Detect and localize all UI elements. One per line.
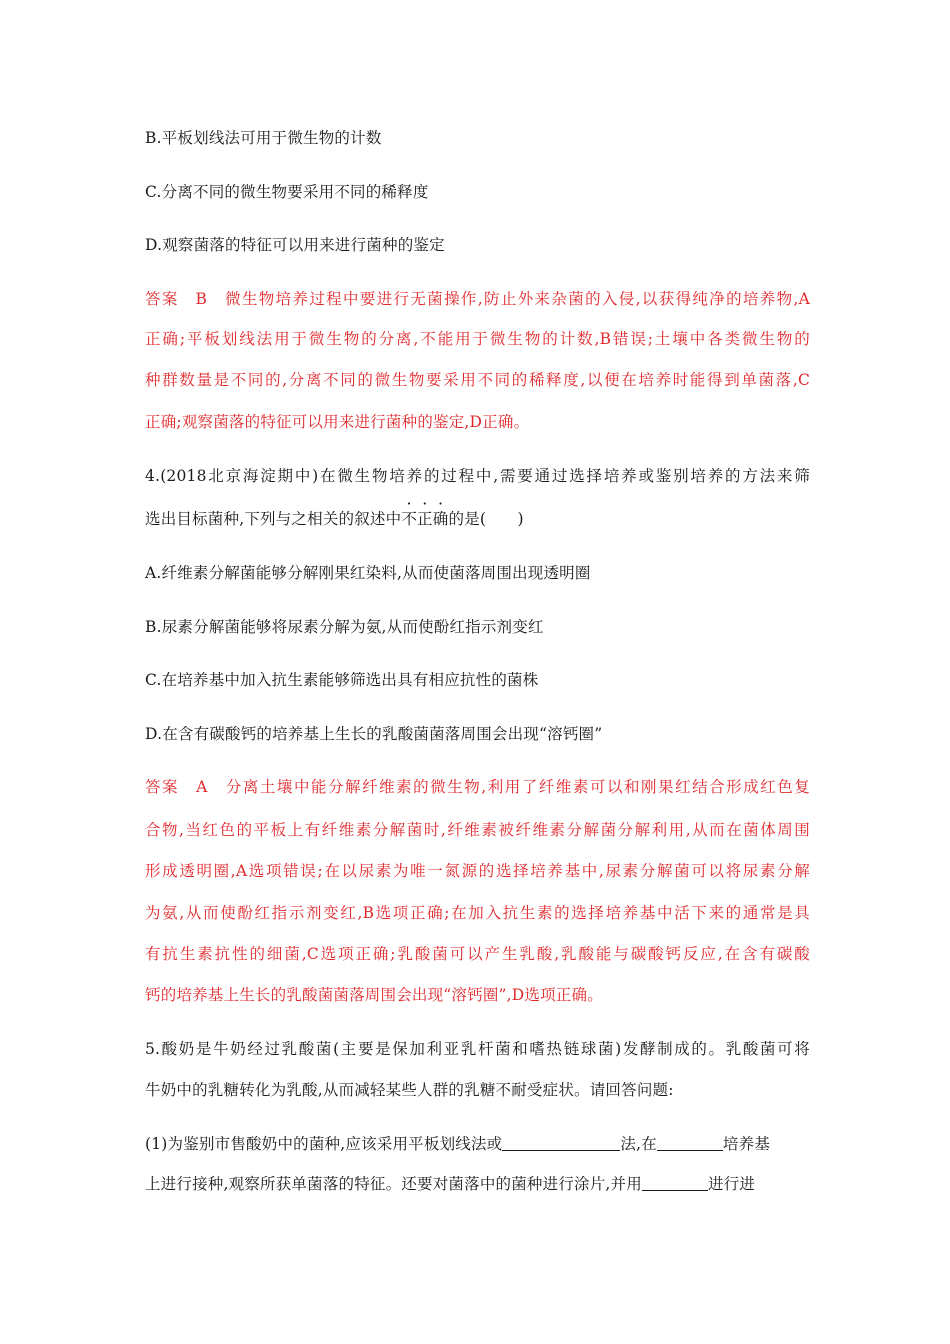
q5-text: (1)为鉴别市售酸奶中的菌种,应该采用平板划线法或: [145, 1135, 503, 1153]
emphasis-char: 正: [417, 510, 433, 528]
q5-text: 进行进: [707, 1175, 756, 1193]
q3-answer-line: 正确;观察菌落的特征可以用来进行菌种的鉴定,D正确。: [145, 413, 530, 431]
q4-stem-text: 的是( ): [448, 510, 524, 528]
answer-blank[interactable]: [642, 1174, 708, 1191]
q3-option-b: B.平板划线法可用于微生物的计数: [145, 129, 382, 147]
q3-option-c: C.分离不同的微生物要采用不同的稀释度: [145, 183, 429, 201]
q4-answer-line: 为氨,从而使酚红指示剂变红,B选项正确;在加入抗生素的选择培养基中活下来的通常是具: [145, 904, 810, 922]
answer-blank[interactable]: [502, 1134, 620, 1151]
q4-option-c: C.在培养基中加入抗生素能够筛选出具有相应抗性的菌株: [145, 671, 539, 689]
q3-option-d: D.观察菌落的特征可以用来进行菌种的鉴定: [145, 236, 445, 254]
q5-stem-line: 牛奶中的乳糖转化为乳酸,从而减轻某些人群的乳糖不耐受症状。请回答问题:: [145, 1081, 674, 1099]
q4-stem-text: 选出目标菌种,下列与之相关的叙述中: [145, 510, 402, 528]
q4-option-b: B.尿素分解菌能够将尿素分解为氨,从而使酚红指示剂变红: [145, 618, 544, 636]
emphasis-char: 确: [432, 510, 449, 528]
answer-blank[interactable]: [657, 1134, 723, 1151]
q4-answer-line: 钙的培养基上生长的乳酸菌菌落周围会出现“溶钙圈”,D选项正确。: [145, 986, 603, 1004]
q4-stem-line: [145, 508, 810, 530]
q3-answer-line: 种群数量是不同的,分离不同的微生物要采用不同的稀释度,以便在培养时能得到单菌落,C: [145, 371, 810, 389]
q5-stem-line: 5.酸奶是牛奶经过乳酸菌(主要是保加利亚乳杆菌和嗜热链球菌)发酵制成的。乳酸菌可将: [145, 1040, 810, 1058]
q3-answer-line: 答案 B 微生物培养过程中要进行无菌操作,防止外来杂菌的入侵,以获得纯净的培养物,A: [145, 290, 810, 308]
q5-text: 法,在: [620, 1135, 657, 1153]
emphasis-char: 不: [401, 510, 418, 528]
q4-option-a: A.纤维素分解菌能够分解刚果红染料,从而使菌落周围出现透明圈: [145, 564, 591, 582]
q4-stem-line: 4.(2018北京海淀期中)在微生物培养的过程中,需要通过选择培养或鉴别培养的方法来筛: [145, 467, 810, 485]
q4-option-d: D.在含有碳酸钙的培养基上生长的乳酸菌菌落周围会出现“溶钙圈”: [145, 725, 603, 743]
q5-text: 培养基: [722, 1135, 771, 1153]
q3-answer-line: 正确;平板划线法用于微生物的分离,不能用于微生物的计数,B错误;土壤中各类微生物的: [145, 330, 810, 348]
q5-part1-line: [145, 1173, 810, 1195]
q5-part1-line: [145, 1133, 810, 1155]
q5-text: 上进行接种,观察所获单菌落的特征。还要对菌落中的菌种进行涂片,并用: [145, 1175, 642, 1193]
q4-answer-line: 形成透明圈,A选项错误;在以尿素为唯一氮源的选择培养基中,尿素分解菌可以将尿素分解: [145, 862, 810, 880]
q4-answer-line: 有抗生素抗性的细菌,C选项正确;乳酸菌可以产生乳酸,乳酸能与碳酸钙反应,在含有碳酸: [145, 945, 810, 963]
q4-answer-line: 答案 A 分离土壤中能分解纤维素的微生物,利用了纤维素可以和刚果红结合形成红色复: [145, 778, 810, 796]
q4-answer-line: 合物,当红色的平板上有纤维素分解菌时,纤维素被纤维素分解菌分解利用,从而在菌体周围: [145, 821, 810, 839]
